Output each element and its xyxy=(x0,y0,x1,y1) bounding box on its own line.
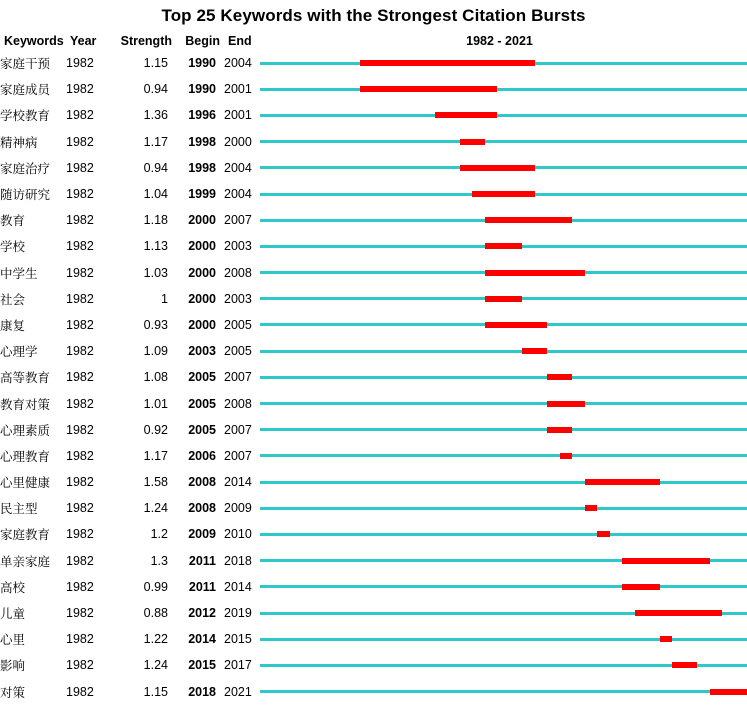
timeline-cell xyxy=(260,600,747,626)
burst-rows xyxy=(0,50,747,705)
burst-bar xyxy=(560,453,572,459)
begin-year-value: 2000 xyxy=(188,291,216,306)
timeline-cell xyxy=(260,260,747,286)
timeline-cell xyxy=(260,50,747,76)
end-year-value: 2004 xyxy=(224,187,252,202)
timeline-cell xyxy=(260,338,747,364)
burst-bar xyxy=(485,322,547,328)
begin-year-value: 1990 xyxy=(188,56,216,71)
timeline-cell xyxy=(260,443,747,469)
burst-bar xyxy=(597,531,609,537)
year-value: 1982 xyxy=(66,579,94,594)
burst-bar xyxy=(660,636,672,642)
timeline-cell xyxy=(260,312,747,338)
timeline-track xyxy=(260,102,747,128)
timeline-track xyxy=(260,181,747,207)
strength-value: 1.18 xyxy=(143,213,168,228)
year-value: 1982 xyxy=(66,187,94,202)
keyword-label: 心里健康 xyxy=(0,476,51,491)
strength-value: 1.15 xyxy=(143,684,168,699)
table-row xyxy=(0,50,747,76)
timeline-cell xyxy=(260,207,747,233)
begin-year-value: 1998 xyxy=(188,160,216,175)
timeline-cell xyxy=(260,76,747,102)
timeline-track xyxy=(260,652,747,678)
table-row xyxy=(0,129,747,155)
year-value: 1982 xyxy=(66,160,94,175)
timeline-cell xyxy=(260,390,747,416)
begin-year-value: 2012 xyxy=(188,606,216,621)
column-header-year: Year xyxy=(70,34,97,48)
timeline-baseline xyxy=(260,481,747,484)
timeline-axis-range xyxy=(264,34,747,48)
keyword-label: 民主型 xyxy=(0,502,38,517)
burst-bar xyxy=(460,165,535,171)
end-year-value: 2014 xyxy=(224,579,252,594)
table-row xyxy=(0,548,747,574)
end-year-value: 2017 xyxy=(224,658,252,673)
end-year-value: 2021 xyxy=(224,684,252,699)
year-value: 1982 xyxy=(66,475,94,490)
timeline-track xyxy=(260,260,747,286)
column-header-begin: Begin xyxy=(185,34,220,48)
keyword-label: 心理学 xyxy=(0,345,38,360)
burst-bar xyxy=(472,191,534,197)
strength-value: 1.36 xyxy=(143,108,168,123)
strength-value: 1.13 xyxy=(143,239,168,254)
year-value: 1982 xyxy=(66,108,94,123)
year-value: 1982 xyxy=(66,658,94,673)
timeline-track xyxy=(260,364,747,390)
table-row xyxy=(0,312,747,338)
timeline-track xyxy=(260,207,747,233)
burst-bar xyxy=(622,584,659,590)
timeline-cell xyxy=(260,286,747,312)
keyword-label: 儿童 xyxy=(0,607,26,622)
burst-bar xyxy=(635,610,722,616)
keyword-label: 教育 xyxy=(0,214,26,229)
timeline-cell xyxy=(260,469,747,495)
begin-year-value: 2005 xyxy=(188,396,216,411)
keyword-label: 教育对策 xyxy=(0,397,51,412)
begin-year-value: 1998 xyxy=(188,134,216,149)
strength-value: 1.24 xyxy=(143,658,168,673)
table-row xyxy=(0,521,747,547)
table-row xyxy=(0,652,747,678)
table-row xyxy=(0,495,747,521)
burst-bar xyxy=(485,270,585,276)
column-header-strength: Strength xyxy=(120,34,172,48)
year-value: 1982 xyxy=(66,239,94,254)
timeline-baseline xyxy=(260,638,747,641)
timeline-cell xyxy=(260,155,747,181)
keyword-label: 康复 xyxy=(0,318,26,333)
timeline-track xyxy=(260,469,747,495)
burst-bar xyxy=(710,689,747,695)
year-value: 1982 xyxy=(66,422,94,437)
table-row xyxy=(0,626,747,652)
end-year-value: 2005 xyxy=(224,317,252,332)
timeline-baseline xyxy=(260,88,747,91)
table-row xyxy=(0,286,747,312)
end-year-value: 2004 xyxy=(224,56,252,71)
year-value: 1982 xyxy=(66,56,94,71)
strength-value: 1.09 xyxy=(143,344,168,359)
begin-year-value: 2003 xyxy=(188,344,216,359)
timeline-cell xyxy=(260,233,747,259)
timeline-track xyxy=(260,312,747,338)
strength-value: 1.15 xyxy=(143,56,168,71)
end-year-value: 2015 xyxy=(224,632,252,647)
end-year-value: 2008 xyxy=(224,396,252,411)
begin-year-value: 1999 xyxy=(188,187,216,202)
begin-year-value: 2011 xyxy=(188,579,216,594)
table-row xyxy=(0,443,747,469)
timeline-baseline xyxy=(260,585,747,588)
end-year-value: 2008 xyxy=(224,265,252,280)
strength-value: 0.94 xyxy=(143,82,168,97)
begin-year-value: 2000 xyxy=(188,317,216,332)
burst-bar xyxy=(460,139,485,145)
strength-value: 1.08 xyxy=(143,370,168,385)
timeline-cell xyxy=(260,521,747,547)
end-year-value: 2000 xyxy=(224,134,252,149)
end-year-value: 2003 xyxy=(224,239,252,254)
keyword-label: 单亲家庭 xyxy=(0,554,51,569)
timeline-baseline xyxy=(260,114,747,117)
timeline-track xyxy=(260,626,747,652)
timeline-cell xyxy=(260,364,747,390)
timeline-track xyxy=(260,417,747,443)
end-year-value: 2009 xyxy=(224,501,252,516)
year-value: 1982 xyxy=(66,317,94,332)
table-row xyxy=(0,600,747,626)
keyword-label: 对策 xyxy=(0,685,26,700)
keyword-label: 影响 xyxy=(0,659,26,674)
year-value: 1982 xyxy=(66,527,94,542)
year-value: 1982 xyxy=(66,632,94,647)
end-year-value: 2005 xyxy=(224,344,252,359)
timeline-cell xyxy=(260,652,747,678)
timeline-range-label: 1982 - 2021 xyxy=(466,34,533,48)
end-year-value: 2010 xyxy=(224,527,252,542)
end-year-value: 2007 xyxy=(224,422,252,437)
year-value: 1982 xyxy=(66,396,94,411)
burst-bar xyxy=(585,479,660,485)
strength-value: 0.88 xyxy=(143,606,168,621)
year-value: 1982 xyxy=(66,134,94,149)
timeline-cell xyxy=(260,181,747,207)
year-value: 1982 xyxy=(66,684,94,699)
timeline-cell xyxy=(260,626,747,652)
strength-value: 0.92 xyxy=(143,422,168,437)
burst-bar xyxy=(435,112,497,118)
strength-value: 1.22 xyxy=(143,632,168,647)
timeline-cell xyxy=(260,129,747,155)
table-row xyxy=(0,155,747,181)
timeline-track xyxy=(260,600,747,626)
timeline-baseline xyxy=(260,402,747,405)
strength-value: 1.01 xyxy=(143,396,168,411)
strength-value: 1.03 xyxy=(143,265,168,280)
timeline-track xyxy=(260,679,747,705)
keyword-label: 中学生 xyxy=(0,266,38,281)
timeline-track xyxy=(260,443,747,469)
keyword-label: 学校教育 xyxy=(0,109,51,124)
begin-year-value: 2000 xyxy=(188,213,216,228)
timeline-track xyxy=(260,574,747,600)
begin-year-value: 2006 xyxy=(188,448,216,463)
strength-value: 0.94 xyxy=(143,160,168,175)
begin-year-value: 2000 xyxy=(188,239,216,254)
timeline-baseline xyxy=(260,454,747,457)
timeline-baseline xyxy=(260,533,747,536)
timeline-baseline xyxy=(260,140,747,143)
timeline-track xyxy=(260,548,747,574)
strength-value: 1.3 xyxy=(150,553,168,568)
timeline-baseline xyxy=(260,350,747,353)
timeline-track xyxy=(260,233,747,259)
year-value: 1982 xyxy=(66,553,94,568)
timeline-baseline xyxy=(260,507,747,510)
keyword-label: 家庭成员 xyxy=(0,83,51,98)
burst-bar xyxy=(547,374,572,380)
column-header-keywords: Keywords xyxy=(4,34,64,48)
end-year-value: 2018 xyxy=(224,553,252,568)
year-value: 1982 xyxy=(66,265,94,280)
timeline-track xyxy=(260,521,747,547)
strength-value: 1.17 xyxy=(143,134,168,149)
end-year-value: 2003 xyxy=(224,291,252,306)
table-row xyxy=(0,679,747,705)
begin-year-value: 2014 xyxy=(188,632,216,647)
keyword-label: 高校 xyxy=(0,580,26,595)
timeline-track xyxy=(260,338,747,364)
burst-bar xyxy=(622,558,709,564)
timeline-track xyxy=(260,390,747,416)
burst-bar xyxy=(485,243,522,249)
burst-bar xyxy=(547,401,584,407)
burst-bar xyxy=(547,427,572,433)
strength-value: 1 xyxy=(161,291,168,306)
burst-bar xyxy=(585,505,597,511)
year-value: 1982 xyxy=(66,291,94,306)
begin-year-value: 2009 xyxy=(188,527,216,542)
burst-bar xyxy=(485,296,522,302)
strength-value: 1.17 xyxy=(143,448,168,463)
table-row xyxy=(0,364,747,390)
begin-year-value: 2000 xyxy=(188,265,216,280)
burst-bar xyxy=(672,662,697,668)
table-row xyxy=(0,390,747,416)
end-year-value: 2007 xyxy=(224,370,252,385)
year-value: 1982 xyxy=(66,606,94,621)
keyword-label: 社会 xyxy=(0,292,26,307)
strength-value: 1.2 xyxy=(150,527,168,542)
year-value: 1982 xyxy=(66,344,94,359)
burst-bar xyxy=(360,60,535,66)
end-year-value: 2001 xyxy=(224,108,252,123)
begin-year-value: 2005 xyxy=(188,422,216,437)
keyword-label: 心理素质 xyxy=(0,423,51,438)
strength-value: 1.58 xyxy=(143,475,168,490)
table-row xyxy=(0,338,747,364)
column-header-end: End xyxy=(228,34,252,48)
timeline-cell xyxy=(260,495,747,521)
strength-value: 0.99 xyxy=(143,579,168,594)
year-value: 1982 xyxy=(66,448,94,463)
begin-year-value: 2011 xyxy=(188,553,216,568)
keyword-label: 精神病 xyxy=(0,135,38,150)
end-year-value: 2014 xyxy=(224,475,252,490)
end-year-value: 2004 xyxy=(224,160,252,175)
end-year-value: 2019 xyxy=(224,606,252,621)
timeline-cell xyxy=(260,417,747,443)
timeline-track xyxy=(260,76,747,102)
strength-value: 1.04 xyxy=(143,187,168,202)
timeline-cell xyxy=(260,574,747,600)
begin-year-value: 2015 xyxy=(188,658,216,673)
keyword-label: 心里 xyxy=(0,633,26,648)
timeline-track xyxy=(260,50,747,76)
burst-bar xyxy=(485,217,572,223)
table-row xyxy=(0,260,747,286)
keyword-label: 高等教育 xyxy=(0,371,51,386)
keyword-label: 心理教育 xyxy=(0,449,51,464)
end-year-value: 2007 xyxy=(224,213,252,228)
strength-value: 0.93 xyxy=(143,317,168,332)
year-value: 1982 xyxy=(66,501,94,516)
begin-year-value: 2018 xyxy=(188,684,216,699)
table-row xyxy=(0,102,747,128)
table-row xyxy=(0,181,747,207)
begin-year-value: 2005 xyxy=(188,370,216,385)
burst-bar xyxy=(522,348,547,354)
table-row xyxy=(0,207,747,233)
begin-year-value: 2008 xyxy=(188,501,216,516)
keyword-label: 家庭治疗 xyxy=(0,161,51,176)
table-row xyxy=(0,469,747,495)
year-value: 1982 xyxy=(66,82,94,97)
timeline-baseline xyxy=(260,428,747,431)
table-row xyxy=(0,417,747,443)
year-value: 1982 xyxy=(66,213,94,228)
table-row xyxy=(0,233,747,259)
timeline-track xyxy=(260,286,747,312)
begin-year-value: 1996 xyxy=(188,108,216,123)
table-header xyxy=(0,34,747,48)
timeline-cell xyxy=(260,679,747,705)
timeline-baseline xyxy=(260,690,747,693)
end-year-value: 2001 xyxy=(224,82,252,97)
timeline-track xyxy=(260,129,747,155)
keyword-label: 随访研究 xyxy=(0,188,51,203)
timeline-track xyxy=(260,155,747,181)
keyword-label: 学校 xyxy=(0,240,26,255)
keyword-label: 家庭干预 xyxy=(0,57,51,72)
begin-year-value: 1990 xyxy=(188,82,216,97)
timeline-baseline xyxy=(260,376,747,379)
timeline-cell xyxy=(260,102,747,128)
timeline-cell xyxy=(260,548,747,574)
end-year-value: 2007 xyxy=(224,448,252,463)
burst-bar xyxy=(360,86,497,92)
keyword-label: 家庭教育 xyxy=(0,528,51,543)
strength-value: 1.24 xyxy=(143,501,168,516)
table-row xyxy=(0,76,747,102)
timeline-track xyxy=(260,495,747,521)
begin-year-value: 2008 xyxy=(188,475,216,490)
year-value: 1982 xyxy=(66,370,94,385)
table-row xyxy=(0,574,747,600)
page-title: Top 25 Keywords with the Strongest Citation Bursts xyxy=(161,6,586,25)
